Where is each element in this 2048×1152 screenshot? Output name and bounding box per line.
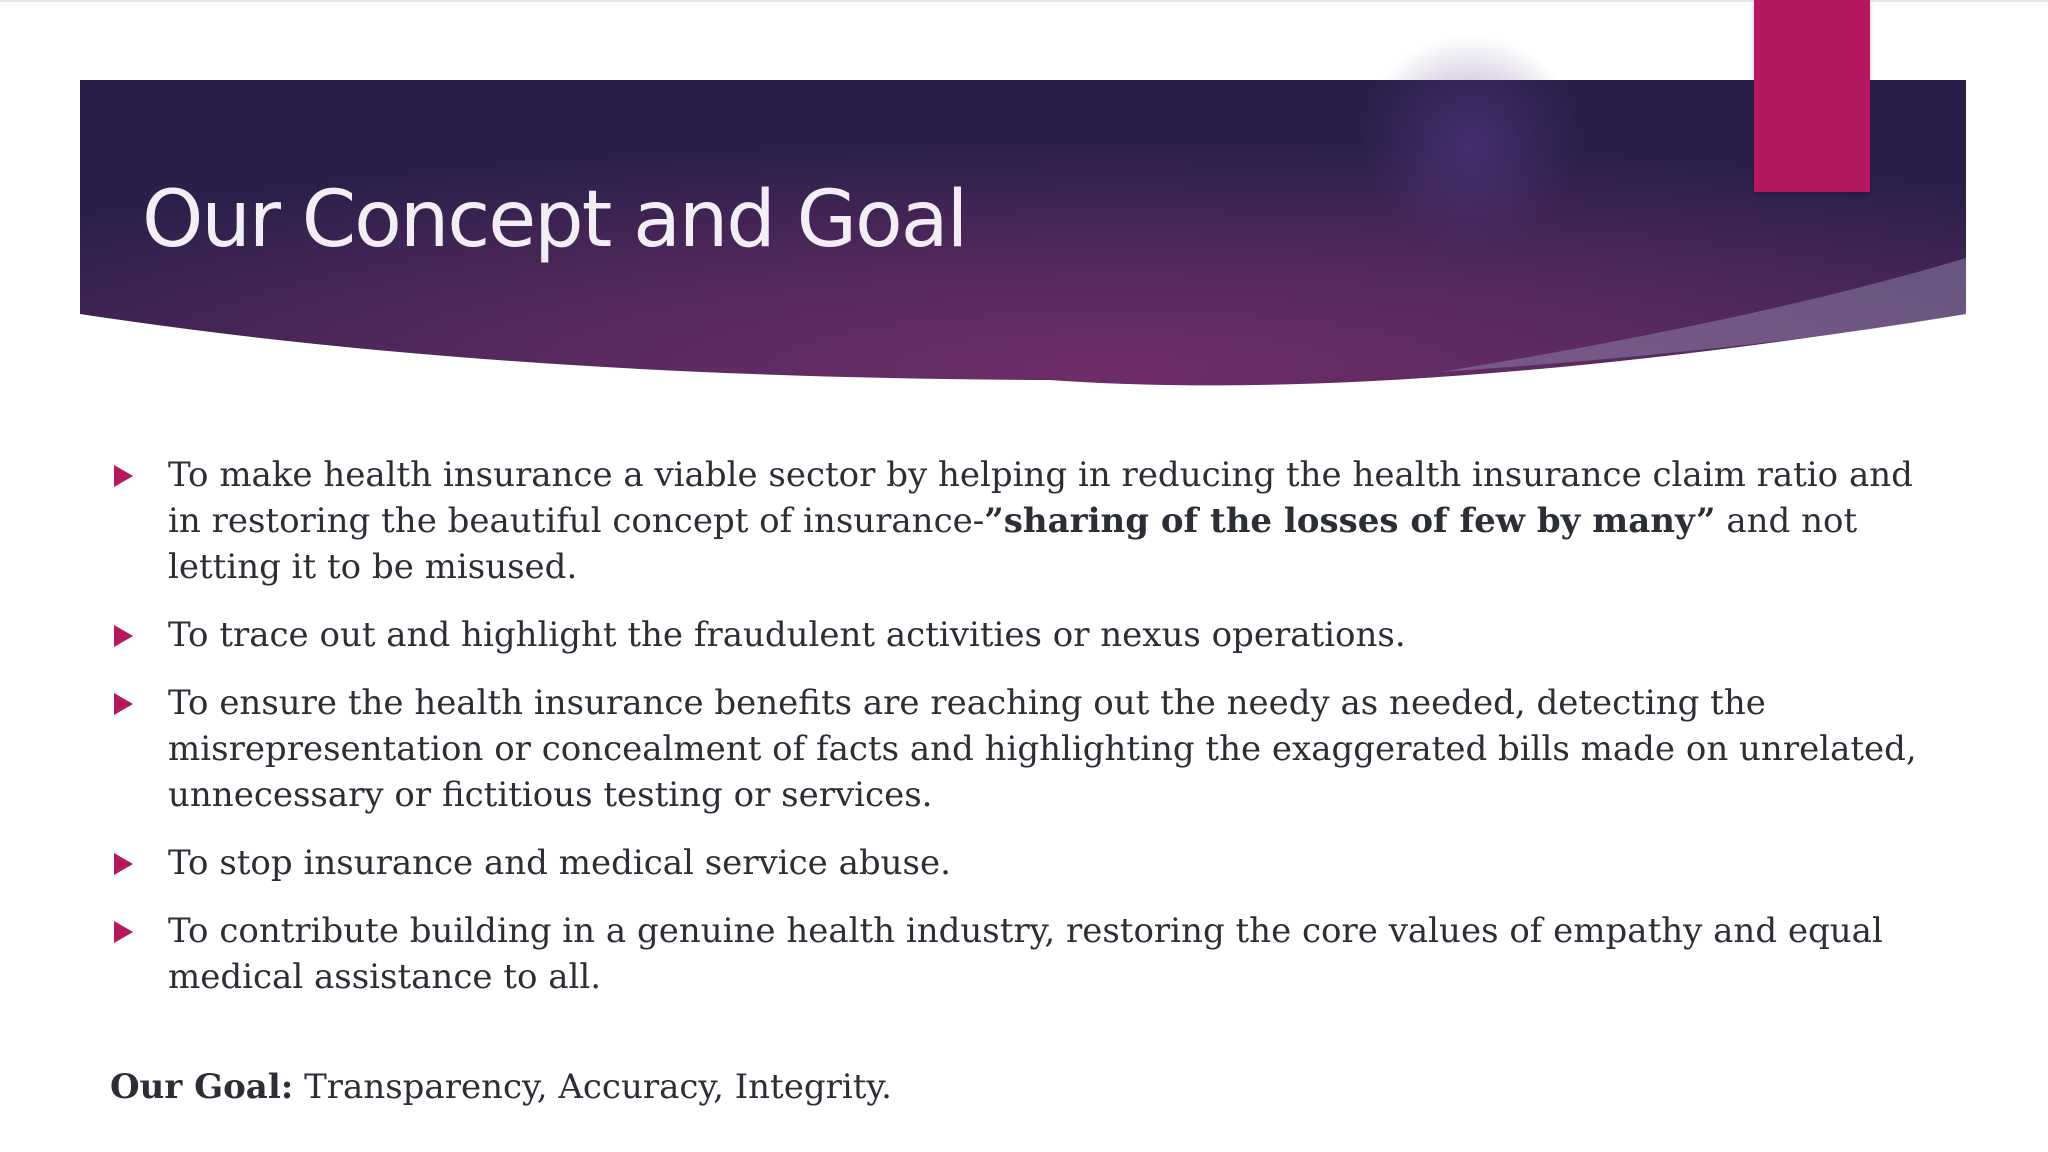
bullet-item-2: [110, 612, 1940, 658]
bullet-item-1: [110, 452, 1940, 590]
triangle-bullet-icon: [114, 853, 133, 875]
bullet-text-2: To trace out and highlight the fraudulent activities or nexus operations.: [168, 615, 1406, 655]
content-area: [110, 452, 1940, 1022]
triangle-bullet-icon: [114, 465, 133, 487]
accent-tab: [1754, 0, 1870, 192]
bullet-list: [110, 452, 1940, 1000]
goal-label: Our Goal:: [110, 1067, 294, 1107]
triangle-bullet-icon: [114, 921, 133, 943]
slide-title: Our Concept and Goal: [142, 175, 967, 265]
bullet-text-1-emphasis: ”sharing of the losses of few by many”: [984, 501, 1716, 541]
bullet-text-5: To contribute building in a genuine health industry, restoring the core values of empathy and equal medical assistance to all.: [168, 911, 1883, 997]
bullet-text-4: To stop insurance and medical service abuse.: [168, 843, 951, 883]
bullet-text-3: To ensure the health insurance benefits are reaching out the needy as needed, detecting the misrepresentation or concealment of facts and highlighting the exaggerated bills made on unrelated, unnecessary or fictitious testing or services.: [168, 683, 1917, 815]
goal-statement: [110, 1064, 1910, 1110]
bullet-item-4: [110, 840, 1940, 886]
bullet-item-5: [110, 908, 1940, 1000]
bullet-text-1-start: To make health insurance a viable sector by helping in reducing the health insurance claim ratio and in restoring the beautiful concept of insurance-: [168, 455, 1913, 541]
bullet-text-1-end: and not letting it to be misused.: [168, 501, 1858, 587]
goal-text: Transparency, Accuracy, Integrity.: [293, 1067, 892, 1107]
bullet-item-3: [110, 680, 1940, 818]
triangle-bullet-icon: [114, 625, 133, 647]
triangle-bullet-icon: [114, 693, 133, 715]
